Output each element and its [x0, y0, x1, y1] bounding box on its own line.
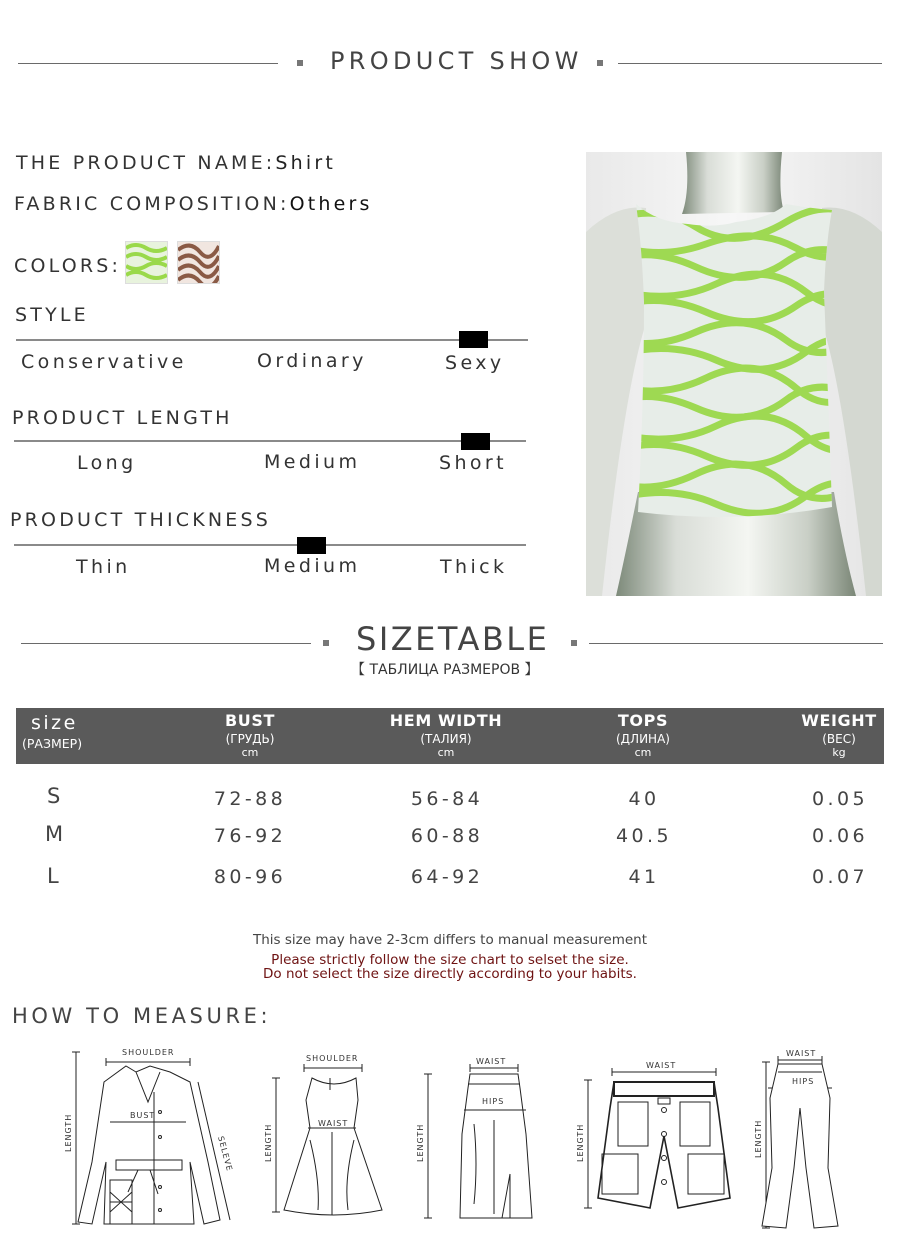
- header-hem-width: [386, 711, 506, 759]
- row-s-tops: 40: [628, 788, 660, 810]
- shorts-length-label: LENGTH: [576, 1123, 585, 1162]
- row-m-size: M: [45, 822, 64, 846]
- jacket-illustration: [58, 1042, 238, 1230]
- jacket-shoulder-label: SHOULDER: [122, 1048, 175, 1057]
- sizetable-dot-left: [323, 640, 329, 646]
- pants-waist-label: WAIST: [786, 1049, 817, 1058]
- header-hem-width-unit: cm: [437, 746, 455, 759]
- product-show-line-left: [18, 63, 278, 64]
- jacket-sleeve-label: SELEVE: [216, 1135, 235, 1173]
- size-warning-1: Please strictly follow the size chart to selset the size.: [271, 952, 629, 968]
- length-option-short: Short: [439, 452, 507, 474]
- fabric-label: FABRIC COMPOSITION:: [14, 193, 290, 215]
- skirt-length-label: LENGTH: [416, 1123, 425, 1162]
- header-size: [22, 712, 82, 751]
- colors-label: COLORS:: [14, 255, 122, 277]
- product-show-dot-left: [297, 60, 303, 66]
- dress-shoulder-label: SHOULDER: [306, 1054, 359, 1063]
- row-l-tops: 41: [628, 866, 660, 888]
- shorts-measure-diagram: [574, 1058, 744, 1218]
- sizetable-dot-right: [571, 640, 577, 646]
- skirt-waist-label: WAIST: [476, 1057, 507, 1066]
- header-bust-sub: (ГРУДЬ): [225, 732, 275, 746]
- style-title: STYLE: [15, 304, 89, 326]
- dress-waist-label: WAIST: [318, 1119, 349, 1128]
- header-tops-unit: cm: [634, 746, 652, 759]
- row-s-weight: 0.05: [812, 788, 868, 810]
- header-weight-sub: (ВЕС): [822, 732, 856, 746]
- mannequin-illustration: [586, 152, 882, 596]
- header-bust-unit: cm: [241, 746, 259, 759]
- size-warning-2: Do not select the size directly according to your habits.: [263, 966, 637, 982]
- row-m-bust: 76-92: [213, 825, 287, 847]
- product-name: [16, 152, 336, 174]
- thickness-title: PRODUCT THICKNESS: [10, 509, 272, 531]
- green-swirl-swatch[interactable]: [125, 241, 168, 284]
- row-l-hem: 64-92: [410, 866, 484, 888]
- row-l-bust: 80-96: [213, 866, 287, 888]
- sizetable-line-right: [589, 643, 883, 644]
- style-option-sexy: Sexy: [445, 352, 505, 374]
- jacket-length-label: LENGTH: [64, 1113, 73, 1152]
- length-scale-marker: [461, 433, 490, 450]
- pants-length-label: LENGTH: [754, 1119, 763, 1158]
- sizetable-title: SIZETABLE: [356, 620, 550, 658]
- jacket-measure-diagram: [58, 1042, 238, 1230]
- length-scale-line: [14, 440, 526, 442]
- header-bust: [200, 711, 300, 759]
- pants-hips-label: HIPS: [792, 1077, 815, 1086]
- row-m-tops: 40.5: [616, 825, 672, 847]
- header-size-sub: (РАЗМЕР): [22, 736, 83, 751]
- style-option-ordinary: Ordinary: [257, 350, 367, 372]
- header-hem-width-label: HEM WIDTH: [389, 711, 503, 730]
- row-s-bust: 72-88: [213, 788, 287, 810]
- shorts-waist-label: WAIST: [646, 1061, 677, 1070]
- header-weight-label: WEIGHT: [801, 711, 877, 730]
- shorts-illustration: [574, 1058, 744, 1218]
- product-name-label: THE PRODUCT NAME:: [16, 152, 276, 174]
- product-name-value: Shirt: [275, 152, 337, 174]
- pants-illustration: [752, 1048, 852, 1232]
- row-m-weight: 0.06: [812, 825, 868, 847]
- style-option-conservative: Conservative: [21, 351, 187, 373]
- skirt-hips-label: HIPS: [482, 1097, 505, 1106]
- green-swirl-swatch-pattern: [126, 242, 167, 283]
- header-tops-sub: (ДЛИНА): [616, 732, 670, 746]
- style-scale-marker: [459, 331, 488, 348]
- style-scale-line: [16, 339, 528, 341]
- row-s-hem: 56-84: [410, 788, 484, 810]
- product-show-line-right: [618, 63, 882, 64]
- sizetable-line-left: [21, 643, 311, 644]
- length-option-medium: Medium: [264, 451, 361, 473]
- product-photo: [586, 152, 882, 596]
- row-l-size: L: [47, 864, 59, 888]
- product-show-title: PRODUCT SHOW: [330, 47, 583, 75]
- header-weight-unit: kg: [832, 746, 846, 759]
- row-l-weight: 0.07: [812, 866, 868, 888]
- how-to-measure-title: HOW TO MEASURE:: [12, 1004, 272, 1028]
- brown-swirl-swatch[interactable]: [177, 241, 220, 284]
- header-tops-label: TOPS: [617, 711, 669, 730]
- header-tops: [593, 711, 693, 759]
- thickness-scale-line: [14, 544, 526, 546]
- fabric-value: Others: [289, 193, 373, 215]
- size-table-header: [16, 708, 884, 764]
- dress-illustration: [260, 1050, 400, 1220]
- sizetable-subtitle: 【 ТАБЛИЦА РАЗМЕРОВ 】: [351, 662, 539, 678]
- header-bust-label: BUST: [224, 711, 276, 730]
- fabric-composition: [14, 193, 373, 215]
- header-hem-width-sub: (ТАЛИЯ): [420, 732, 472, 746]
- row-m-hem: 60-88: [410, 825, 484, 847]
- row-s-size: S: [47, 784, 61, 808]
- length-option-long: Long: [77, 452, 137, 474]
- jacket-bust-label: BUST: [130, 1111, 156, 1120]
- skirt-illustration: [414, 1054, 554, 1224]
- product-show-dot-right: [597, 60, 603, 66]
- dress-length-label: LENGTH: [264, 1123, 273, 1162]
- brown-swirl-swatch-pattern: [178, 242, 219, 283]
- dress-measure-diagram: [260, 1050, 400, 1220]
- length-title: PRODUCT LENGTH: [12, 407, 233, 429]
- measurement-note: This size may have 2-3cm differs to manual measurement: [252, 932, 648, 948]
- header-size-label: size: [31, 712, 78, 734]
- skirt-measure-diagram: [414, 1054, 554, 1224]
- thickness-option-medium: Medium: [264, 555, 361, 577]
- pants-measure-diagram: [752, 1048, 852, 1232]
- thickness-option-thin: Thin: [76, 556, 131, 578]
- thickness-scale-marker: [297, 537, 326, 554]
- thickness-option-thick: Thick: [440, 556, 508, 578]
- header-weight: [789, 711, 889, 759]
